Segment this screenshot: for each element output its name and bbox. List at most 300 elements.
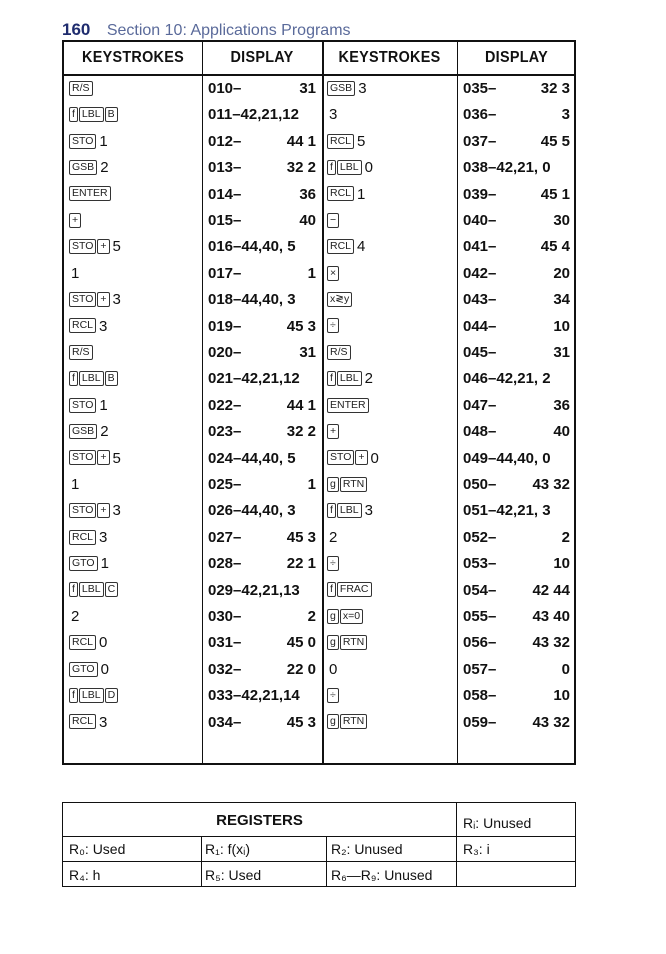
step-value: 43 32 <box>532 476 570 493</box>
keystroke-cell <box>69 208 199 234</box>
step-code: 050– <box>463 476 497 493</box>
keystroke-digit: 0 <box>370 449 379 467</box>
keystroke-digit: 0 <box>364 159 373 177</box>
header-display-left: DISPLAY <box>230 49 294 66</box>
keystroke-cell <box>327 208 454 234</box>
display-cell <box>457 234 576 260</box>
key-cap: + <box>97 503 109 518</box>
keystroke-cell <box>69 314 199 340</box>
keystroke-digit: 4 <box>357 238 366 256</box>
step-code: 044– <box>463 317 497 335</box>
page-header <box>62 20 351 40</box>
key-cap: GSB <box>327 81 355 96</box>
register-ri: Rᵢ: Unused <box>463 815 532 831</box>
step-code: 030– <box>208 608 242 625</box>
display-cell <box>202 102 322 128</box>
step-code: 023– <box>208 423 242 441</box>
key-cap: RTN <box>340 477 367 492</box>
display-cell <box>457 102 576 128</box>
step-code: 036– <box>463 106 497 124</box>
key-cap: LBL <box>337 503 362 518</box>
key-cap: GSB <box>69 160 97 175</box>
step-value: 32 2 <box>286 423 316 441</box>
header-keystrokes-left: KEYSTROKES <box>82 49 184 66</box>
display-cell <box>202 366 322 392</box>
key-cap: RTN <box>340 635 367 650</box>
step-code: 029–42,21,13 <box>208 581 300 599</box>
step-code: 048– <box>463 423 497 441</box>
key-cap: g <box>327 635 339 650</box>
keystroke-cell <box>327 578 454 604</box>
key-cap: STO <box>69 450 96 465</box>
display-cell <box>202 710 322 736</box>
key-cap: f <box>69 371 78 386</box>
display-cell <box>457 657 576 683</box>
keystroke-digit: 3 <box>99 528 108 546</box>
keystroke-cell <box>327 287 454 313</box>
step-code: 024–44,40, 5 <box>208 449 296 467</box>
key-cap: RCL <box>327 239 354 254</box>
step-value: 44 1 <box>286 132 316 150</box>
registers-table <box>62 802 576 887</box>
key-cap: x≷y <box>327 292 352 307</box>
key-cap: g <box>327 609 339 624</box>
display-cell <box>457 366 576 392</box>
step-value: 30 <box>553 212 570 229</box>
keystroke-cell <box>69 683 199 709</box>
registers-divider <box>63 836 575 837</box>
register-r4: R₄: h <box>69 867 101 883</box>
keystroke-cell <box>69 419 199 445</box>
keystroke-cell <box>327 657 454 683</box>
keystroke-cell <box>327 129 454 155</box>
step-value: 31 <box>299 344 316 361</box>
display-cell <box>457 314 576 340</box>
keystroke-digit: 5 <box>112 449 121 467</box>
step-code: 019– <box>208 317 242 335</box>
display-cell <box>457 393 576 419</box>
register-r0: R₀: Used <box>69 841 126 857</box>
step-code: 041– <box>463 238 497 256</box>
key-cap: STO <box>69 292 96 307</box>
step-code: 028– <box>208 555 242 573</box>
key-cap: STO <box>69 134 96 149</box>
display-cell <box>457 604 576 630</box>
keystroke-cell <box>69 261 199 287</box>
key-cap: STO <box>327 450 354 465</box>
key-cap: RCL <box>327 186 354 201</box>
display-cell <box>457 498 576 524</box>
display-cell <box>457 525 576 551</box>
step-code: 025– <box>208 476 242 493</box>
key-cap: ENTER <box>327 398 369 413</box>
keystroke-cell <box>69 657 199 683</box>
key-cap: f <box>69 582 78 597</box>
key-cap: B <box>105 371 118 386</box>
register-r5: R₅: Used <box>205 867 262 883</box>
key-cap: f <box>327 371 336 386</box>
key-cap: × <box>327 266 339 281</box>
keystroke-cell <box>69 604 199 630</box>
step-code: 049–44,40, 0 <box>463 449 551 467</box>
step-value: 0 <box>561 660 570 678</box>
key-cap: ENTER <box>69 186 111 201</box>
step-value: 31 <box>299 80 316 97</box>
keystroke-cell <box>69 366 199 392</box>
key-cap: ÷ <box>327 688 339 703</box>
key-cap: GSB <box>69 424 97 439</box>
step-value: 10 <box>553 317 570 335</box>
keystroke-cell <box>327 525 454 551</box>
step-code: 045– <box>463 344 497 361</box>
keystroke-digit: 1 <box>71 264 80 282</box>
display-cell <box>202 683 322 709</box>
key-cap: LBL <box>79 107 104 122</box>
keystroke-digit: 3 <box>99 317 108 335</box>
keystroke-digit: 2 <box>364 370 373 388</box>
step-code: 053– <box>463 555 497 573</box>
step-value: 10 <box>553 687 570 705</box>
step-code: 047– <box>463 396 497 414</box>
step-value: 31 <box>553 344 570 361</box>
key-cap: f <box>327 160 336 175</box>
keystroke-cell <box>69 551 199 577</box>
key-cap: g <box>327 477 339 492</box>
keystroke-digit: 2 <box>71 608 80 625</box>
keystroke-cell <box>327 234 454 260</box>
keystroke-cell <box>69 102 199 128</box>
key-cap: GTO <box>69 662 98 677</box>
keystroke-digit: 3 <box>364 502 373 520</box>
display-cell <box>202 472 322 498</box>
step-value: 45 0 <box>286 634 316 652</box>
register-r6-r9: R₆—R₉: Unused <box>331 867 433 883</box>
keystroke-digit: 3 <box>358 80 367 97</box>
keystroke-cell <box>327 472 454 498</box>
step-code: 052– <box>463 528 497 546</box>
key-cap: + <box>97 450 109 465</box>
key-cap: ÷ <box>327 318 339 333</box>
step-value: 32 2 <box>286 159 316 177</box>
key-cap: x=0 <box>340 609 363 624</box>
keystroke-digit: 3 <box>112 291 121 309</box>
keystroke-cell <box>327 102 454 128</box>
step-code: 054– <box>463 581 497 599</box>
keystroke-digit: 1 <box>99 396 108 414</box>
step-value: 43 32 <box>532 713 570 731</box>
step-code: 039– <box>463 185 497 203</box>
registers-divider <box>63 861 575 862</box>
keystroke-digit: 3 <box>112 502 121 520</box>
program-table <box>62 40 576 765</box>
step-value: 2 <box>561 528 570 546</box>
step-value: 32 3 <box>540 80 570 97</box>
display-cell <box>457 578 576 604</box>
key-cap: LBL <box>337 160 362 175</box>
step-value: 40 <box>553 423 570 441</box>
key-cap: STO <box>69 398 96 413</box>
key-cap: g <box>327 714 339 729</box>
keystroke-digit: 2 <box>100 159 109 177</box>
step-code: 037– <box>463 132 497 150</box>
keystroke-digit: 1 <box>71 476 80 493</box>
display-cell <box>202 208 322 234</box>
keystroke-cell <box>327 366 454 392</box>
key-cap: RCL <box>69 530 96 545</box>
keystroke-cell <box>327 261 454 287</box>
key-cap: + <box>97 292 109 307</box>
keystroke-cell <box>69 287 199 313</box>
step-code: 012– <box>208 132 242 150</box>
step-value: 20 <box>553 264 570 282</box>
key-cap: + <box>97 239 109 254</box>
keystroke-cell <box>69 182 199 208</box>
key-cap: STO <box>69 503 96 518</box>
display-cell <box>202 182 322 208</box>
display-cell <box>202 498 322 524</box>
step-code: 040– <box>463 212 497 229</box>
step-value: 10 <box>553 555 570 573</box>
display-cell <box>202 129 322 155</box>
display-cell <box>202 155 322 181</box>
step-value: 42 44 <box>532 581 570 599</box>
step-code: 015– <box>208 212 242 229</box>
step-code: 021–42,21,12 <box>208 370 300 388</box>
keystroke-cell <box>327 604 454 630</box>
key-cap: RTN <box>340 714 367 729</box>
key-cap: R/S <box>327 345 351 360</box>
step-value: 45 5 <box>540 132 570 150</box>
step-code: 018–44,40, 3 <box>208 291 296 309</box>
display-cell <box>457 129 576 155</box>
display-cell <box>202 604 322 630</box>
key-cap: − <box>327 213 339 228</box>
keystroke-cell <box>69 76 199 102</box>
step-code: 034– <box>208 713 242 731</box>
display-cell <box>202 578 322 604</box>
display-cell <box>457 155 576 181</box>
display-cell <box>202 76 322 102</box>
display-cell <box>457 683 576 709</box>
key-cap: C <box>105 582 119 597</box>
keystroke-digit: 1 <box>99 132 108 150</box>
keystroke-digit: 3 <box>329 106 338 124</box>
header-keystrokes-right: KEYSTROKES <box>338 49 441 66</box>
display-cell <box>457 261 576 287</box>
keystroke-cell <box>69 498 199 524</box>
keystroke-cell <box>69 155 199 181</box>
step-code: 010– <box>208 80 242 97</box>
keystroke-cell <box>69 129 199 155</box>
keystroke-cell <box>327 498 454 524</box>
step-code: 035– <box>463 80 497 97</box>
keystroke-cell <box>69 446 199 472</box>
key-cap: f <box>69 688 78 703</box>
keystroke-cell <box>327 419 454 445</box>
keystroke-digit: 1 <box>357 185 366 203</box>
step-code: 046–42,21, 2 <box>463 370 551 388</box>
key-cap: LBL <box>79 688 104 703</box>
step-code: 013– <box>208 159 242 177</box>
key-cap: RCL <box>69 635 96 650</box>
keystroke-digit: 2 <box>100 423 109 441</box>
register-r1: R₁: f(xᵢ) <box>205 841 251 857</box>
registers-divider <box>326 836 327 886</box>
step-value: 3 <box>561 106 570 124</box>
registers-title: REGISTERS <box>216 812 303 829</box>
step-value: 22 0 <box>286 660 316 678</box>
key-cap: FRAC <box>337 582 372 597</box>
display-cell <box>202 261 322 287</box>
keystroke-cell <box>327 76 454 102</box>
display-cell <box>202 393 322 419</box>
step-code: 051–42,21, 3 <box>463 502 551 520</box>
key-cap: D <box>105 688 119 703</box>
step-code: 022– <box>208 396 242 414</box>
register-r3: R₃: i <box>463 841 490 857</box>
step-code: 056– <box>463 634 497 652</box>
display-cell <box>457 551 576 577</box>
step-code: 032– <box>208 660 242 678</box>
step-value: 45 3 <box>286 528 316 546</box>
keystroke-digit: 1 <box>100 555 109 573</box>
key-cap: RCL <box>69 714 96 729</box>
keystroke-cell <box>327 314 454 340</box>
display-cell <box>457 340 576 366</box>
keystroke-cell <box>327 446 454 472</box>
display-cell <box>202 446 322 472</box>
keystroke-cell <box>327 551 454 577</box>
step-code: 011–42,21,12 <box>208 106 299 124</box>
step-code: 057– <box>463 660 497 678</box>
keystroke-digit: 0 <box>100 660 109 678</box>
step-value: 45 3 <box>286 317 316 335</box>
step-code: 017– <box>208 264 242 282</box>
registers-divider <box>456 803 457 886</box>
keystroke-cell <box>69 340 199 366</box>
display-cell <box>457 446 576 472</box>
step-value: 22 1 <box>286 555 316 573</box>
key-cap: + <box>69 213 81 228</box>
key-cap: ÷ <box>327 556 339 571</box>
step-code: 043– <box>463 291 497 309</box>
key-cap: LBL <box>79 582 104 597</box>
step-value: 43 32 <box>532 634 570 652</box>
step-code: 031– <box>208 634 242 652</box>
register-r2: R₂: Unused <box>331 841 403 857</box>
keystroke-digit: 3 <box>99 713 108 731</box>
display-cell <box>202 234 322 260</box>
key-cap: + <box>355 450 367 465</box>
keystroke-cell <box>69 630 199 656</box>
keystroke-cell <box>327 630 454 656</box>
display-cell <box>202 525 322 551</box>
display-cell <box>202 657 322 683</box>
key-cap: RCL <box>327 134 354 149</box>
display-cell <box>457 630 576 656</box>
step-code: 033–42,21,14 <box>208 687 300 705</box>
display-cell <box>457 76 576 102</box>
key-cap: R/S <box>69 345 93 360</box>
key-cap: RCL <box>69 318 96 333</box>
key-cap: f <box>327 582 336 597</box>
step-code: 020– <box>208 344 242 361</box>
step-code: 026–44,40, 3 <box>208 502 296 520</box>
keystroke-digit: 2 <box>329 528 338 546</box>
display-cell <box>457 419 576 445</box>
section-title: Section 10: Applications Programs <box>106 22 351 39</box>
keystroke-digit: 5 <box>112 238 121 256</box>
keystroke-cell <box>327 710 454 736</box>
step-code: 038–42,21, 0 <box>463 159 551 177</box>
step-value: 45 3 <box>286 713 316 731</box>
key-cap: R/S <box>69 81 93 96</box>
display-cell <box>457 472 576 498</box>
step-code: 042– <box>463 264 497 282</box>
keystroke-cell <box>327 393 454 419</box>
step-value: 34 <box>553 291 570 309</box>
keystroke-cell <box>69 525 199 551</box>
display-cell <box>202 340 322 366</box>
step-value: 45 1 <box>540 185 570 203</box>
display-cell <box>457 182 576 208</box>
step-code: 014– <box>208 185 242 203</box>
display-cell <box>202 630 322 656</box>
keystroke-digit: 0 <box>329 660 338 678</box>
keystroke-cell <box>327 182 454 208</box>
page-number: 160 <box>62 20 91 39</box>
display-cell <box>202 314 322 340</box>
step-value: 1 <box>307 476 316 493</box>
display-cell <box>457 710 576 736</box>
step-value: 45 4 <box>540 238 570 256</box>
key-cap: LBL <box>79 371 104 386</box>
step-code: 058– <box>463 687 497 705</box>
step-value: 1 <box>307 264 316 282</box>
keystroke-digit: 0 <box>99 634 108 652</box>
step-value: 36 <box>553 396 570 414</box>
step-code: 055– <box>463 608 497 625</box>
keystroke-cell <box>69 234 199 260</box>
key-cap: + <box>327 424 339 439</box>
keystroke-cell <box>327 155 454 181</box>
column-divider <box>322 42 324 763</box>
keystroke-cell <box>327 340 454 366</box>
step-code: 016–44,40, 5 <box>208 238 296 256</box>
step-code: 059– <box>463 713 497 731</box>
key-cap: GTO <box>69 556 98 571</box>
keystroke-cell <box>327 683 454 709</box>
step-value: 43 40 <box>532 608 570 625</box>
display-cell <box>457 208 576 234</box>
key-cap: LBL <box>337 371 362 386</box>
keystroke-digit: 5 <box>357 132 366 150</box>
key-cap: STO <box>69 239 96 254</box>
keystroke-cell <box>69 472 199 498</box>
step-value: 40 <box>299 212 316 229</box>
step-code: 027– <box>208 528 242 546</box>
registers-divider <box>201 836 202 886</box>
keystroke-cell <box>69 393 199 419</box>
header-display-right: DISPLAY <box>485 49 548 66</box>
step-value: 36 <box>299 185 316 203</box>
keystroke-cell <box>69 710 199 736</box>
step-value: 2 <box>307 608 316 625</box>
key-cap: B <box>105 107 118 122</box>
key-cap: f <box>69 107 78 122</box>
display-cell <box>202 551 322 577</box>
display-cell <box>457 287 576 313</box>
